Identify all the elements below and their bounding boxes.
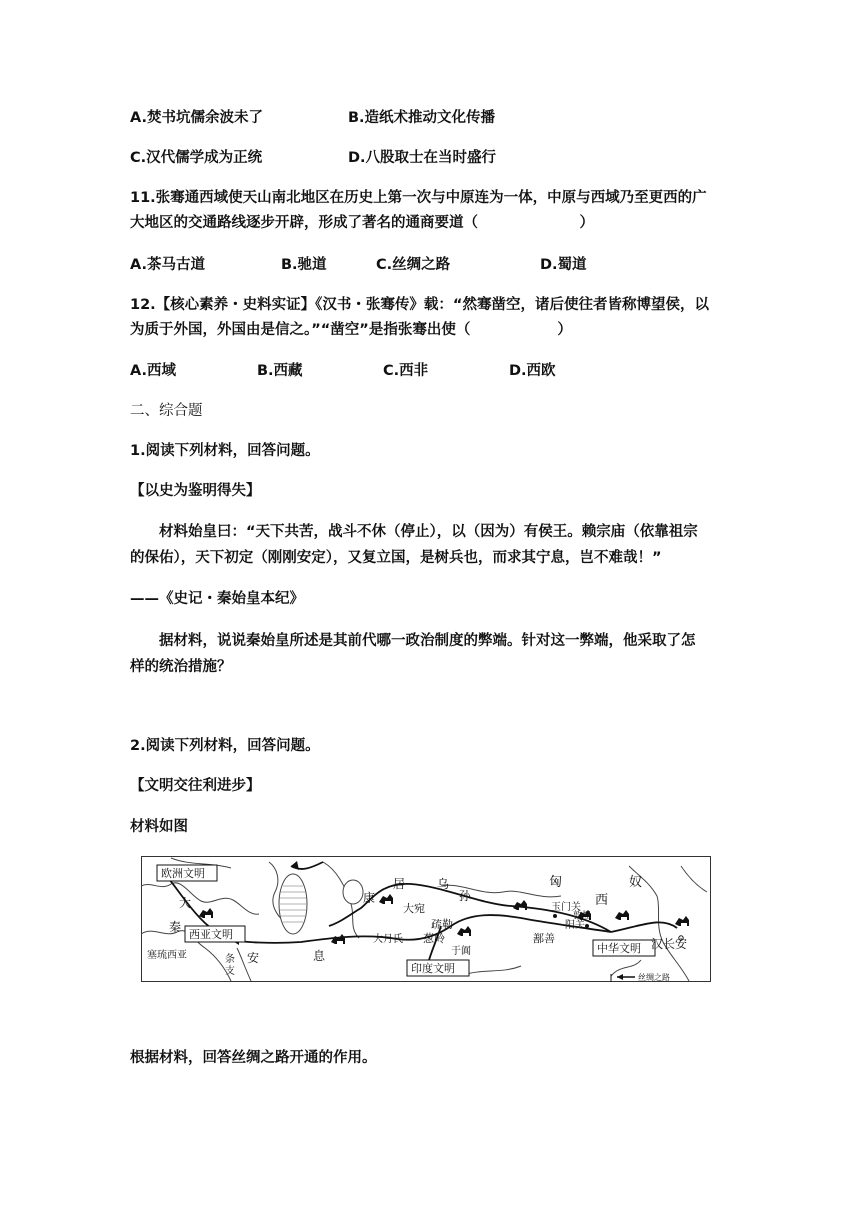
map-place: 支 [225,966,235,977]
s2-q1-material-line2: 的保佑），天下初定（刚刚安定），又复立国，是树兵也，而求其宁息，岂不难哉！” [130,550,662,566]
map-legend-label: 丝绸之路 [638,973,670,982]
s2-q1-material-line1: 材料始皇曰：“天下共苦，战斗不休（停止），以（因为）有侯王。赖宗庙（依靠祖宗 [159,524,698,540]
map-place: 大 [179,896,192,910]
map-place: 息 [313,949,326,963]
section-heading: 二、综合题 [130,403,203,419]
q12-option-b: B.西藏 [257,363,303,379]
q12-option-c: C.西非 [383,363,429,379]
q11-option-a: A.茶马古道 [130,257,205,273]
s2-q1-theme: 【以史为鉴明得失】 [130,483,261,499]
s2-q1-intro: 1.阅读下列材料，回答问题。 [130,443,320,459]
s2-q1-question-line1: 据材料，说说秦始皇所述是其前代哪一政治制度的弊端。针对这一弊端，他采取了怎 [159,633,696,649]
q10-option-a: A.焚书坑儒余波未了 [130,110,263,126]
q11-option-d: D.蜀道 [540,257,587,273]
s2-q2-material-label: 材料如图 [130,819,188,835]
map-place: 大月氏 [373,934,403,945]
map-place: 安 [247,951,260,965]
s2-q2-question: 根据材料，回答丝绸之路开通的作用。 [130,1050,377,1066]
s2-q2-intro: 2.阅读下列材料，回答问题。 [130,738,320,754]
q11-option-c: C.丝绸之路 [376,257,451,273]
map-place: 于阗 [451,946,471,957]
q12-stem-line1: 12.【核心素养・史料实证】《汉书・张骞传》载：“然骞凿空，诸后使往者皆称博望侯，以 [130,297,709,313]
map-place: 大宛 [403,902,425,915]
map-box-west-asia: 西亚文明 [189,928,233,941]
map-place: 孙 [459,889,472,903]
map-place: 匈 [549,875,563,890]
map-place: 葱岭 [423,932,445,945]
map-place: 居 [393,877,406,891]
q12-option-a: A.西域 [130,363,176,379]
q12-stem-line2: 为质于外国，外国由是信之。”“凿空”是指张骞出使（ ） [130,322,572,338]
map-place: 西 [595,893,609,908]
q11-stem-line2: 大地区的交通路线逐步开辟，形成了著名的通商要道（ ） [130,215,594,231]
map-place: 条 [225,954,235,965]
q10-option-c: C.汉代儒学成为正统 [130,150,263,166]
q12-option-d: D.西欧 [509,363,556,379]
map-place: 乌 [437,877,450,891]
silk-road-map [141,856,711,982]
map-place: 阳关 [565,920,585,931]
map-box-china: 中华文明 [597,942,641,955]
q11-option-b: B.驰道 [281,257,327,273]
q10-option-d: D.八股取士在当时盛行 [348,150,497,166]
map-place: 秦 [169,920,182,934]
s2-q2-theme: 【文明交往利进步】 [130,778,261,794]
map-place: 敦煌 [573,911,592,921]
map-box-europe: 欧洲文明 [161,867,205,880]
map-place: 玉门关 [551,902,581,913]
q11-stem-line1: 11.张骞通西域使天山南北地区在历史上第一次与中原连为一体，中原与西域乃至更西的广 [130,190,707,206]
s2-q1-source: ——《史记・秦始皇本纪》 [130,591,304,607]
map-place: 疏勒 [431,918,453,931]
s2-q1-question-line2: 样的统治措施？ [130,659,232,675]
map-place: 塞琉西亚 [147,950,187,961]
map-place: 汉长安 [651,937,688,951]
map-place: 奴 [629,875,643,890]
map-place: 康 [363,891,376,905]
map-place: 鄯善 [533,932,555,945]
q10-option-b: B.造纸术推动文化传播 [348,110,496,126]
map-box-india: 印度文明 [411,962,455,975]
